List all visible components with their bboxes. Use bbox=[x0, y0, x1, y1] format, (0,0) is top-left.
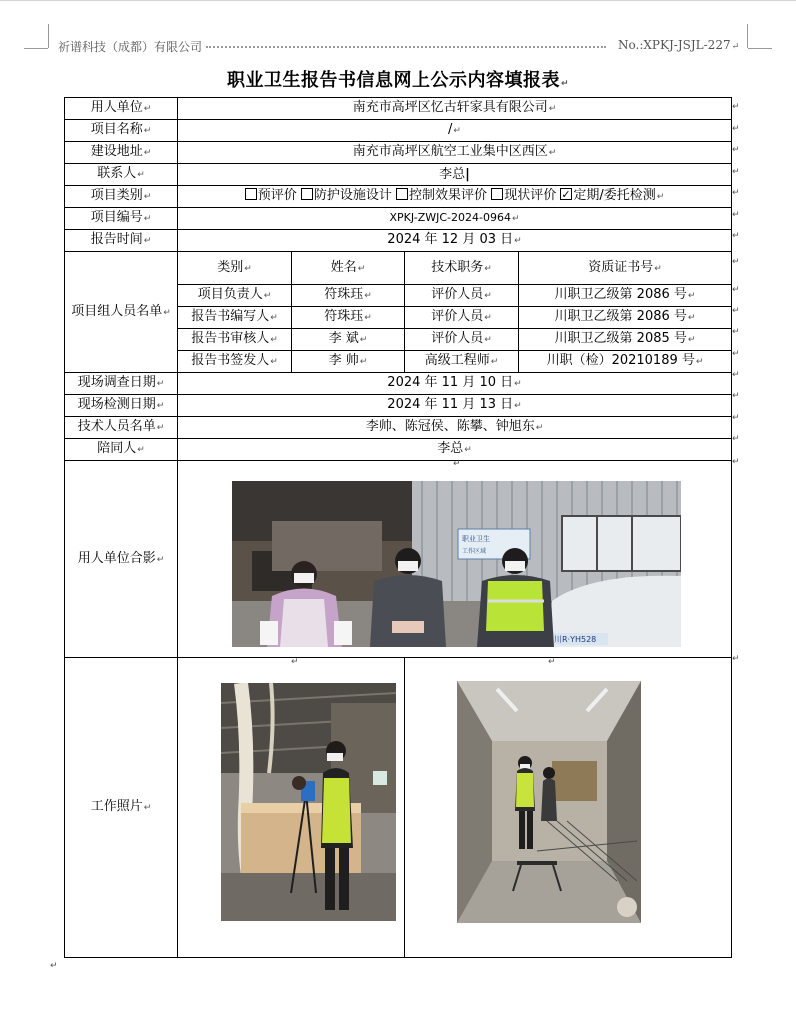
row-end-mark: ↵ bbox=[732, 231, 740, 241]
row-project-type bbox=[65, 186, 732, 208]
row-end-mark: ↵ bbox=[732, 167, 740, 177]
work-photo-2-image bbox=[457, 681, 641, 923]
team-cert[interactable]: 川职卫乙级第 2086 号↵ bbox=[519, 285, 732, 307]
team-cert[interactable]: 川职卫乙级第 2086 号↵ bbox=[519, 307, 732, 329]
row-employer bbox=[65, 98, 732, 120]
address-label: 建设地址↵ bbox=[65, 142, 178, 164]
row-survey-date bbox=[65, 373, 732, 395]
row-end-mark: ↵ bbox=[732, 188, 740, 198]
team-cert[interactable]: 川职（检）20210189 号↵ bbox=[519, 351, 732, 373]
row-end-mark: ↵ bbox=[732, 457, 740, 467]
row-end-mark: ↵ bbox=[732, 145, 740, 155]
team-title[interactable]: 评价人员↵ bbox=[405, 307, 519, 329]
row-end-mark: ↵ bbox=[732, 327, 740, 337]
row-end-mark: ↵ bbox=[732, 124, 740, 134]
work-photo-1[interactable] bbox=[221, 683, 396, 921]
team-role[interactable]: 报告书审核人↵ bbox=[178, 329, 292, 351]
checkbox-icon[interactable] bbox=[491, 188, 503, 200]
cell-end-mark: ↵ bbox=[548, 657, 556, 667]
cell-end-mark: ↵ bbox=[453, 459, 461, 469]
row-end-mark: ↵ bbox=[732, 285, 740, 295]
employer-label: 用人单位↵ bbox=[65, 98, 178, 120]
row-end-mark: ↵ bbox=[732, 349, 740, 359]
group-photo[interactable] bbox=[232, 481, 681, 647]
project-type-label: 项目类别↵ bbox=[65, 186, 178, 208]
paragraph-end-mark: ↵ bbox=[50, 961, 58, 971]
team-title[interactable]: 评价人员↵ bbox=[405, 329, 519, 351]
report-time-label: 报告时间↵ bbox=[65, 230, 178, 252]
team-name[interactable]: 符珠珏↵ bbox=[292, 285, 405, 307]
detect-date-label: 现场检测日期↵ bbox=[65, 395, 178, 417]
detect-date-value[interactable]: 2024 年 11 月 13 日↵ bbox=[178, 395, 732, 417]
row-end-mark: ↵ bbox=[732, 413, 740, 423]
team-header-title: 技术职务↵ bbox=[405, 252, 519, 285]
work-photo-2[interactable] bbox=[457, 681, 641, 923]
row-end-mark: ↵ bbox=[732, 102, 740, 112]
contact-label: 联系人↵ bbox=[65, 164, 178, 186]
row-end-mark: ↵ bbox=[732, 654, 740, 664]
team-role[interactable]: 报告书签发人↵ bbox=[178, 351, 292, 373]
escort-value[interactable]: 李总↵ bbox=[178, 439, 732, 461]
checkbox-icon[interactable] bbox=[396, 188, 408, 200]
corner-mark-tr-h bbox=[748, 48, 772, 49]
row-project-name bbox=[65, 120, 732, 142]
survey-date-value[interactable]: 2024 年 11 月 10 日↵ bbox=[178, 373, 732, 395]
row-report-time bbox=[65, 230, 732, 252]
work-photo-1-image bbox=[221, 683, 396, 921]
row-end-mark: ↵ bbox=[732, 370, 740, 380]
team-title[interactable]: 高级工程师↵ bbox=[405, 351, 519, 373]
row-project-no bbox=[65, 208, 732, 230]
row-end-mark: ↵ bbox=[732, 306, 740, 316]
corner-mark-tl-v bbox=[48, 24, 49, 48]
work-photo-label: 工作照片↵ bbox=[65, 658, 178, 958]
text-cursor: | bbox=[465, 167, 470, 182]
header-doc-number: No.:XPKJ-JSJL-227↵ bbox=[618, 38, 740, 52]
project-type-options: 预评价 防护设施设计 控制效果评价 现状评价 ✓ 定期/委托检测↵ bbox=[178, 186, 732, 208]
checked-checkbox-icon[interactable] bbox=[560, 188, 572, 200]
team-header-name: 姓名↵ bbox=[292, 252, 405, 285]
row-end-mark: ↵ bbox=[732, 434, 740, 444]
row-escort bbox=[65, 439, 732, 461]
team-title[interactable]: 评价人员↵ bbox=[405, 285, 519, 307]
team-role[interactable]: 报告书编写人↵ bbox=[178, 307, 292, 329]
option-pre-evaluation[interactable]: 预评价 bbox=[245, 188, 297, 203]
row-address bbox=[65, 142, 732, 164]
team-cert[interactable]: 川职卫乙级第 2085 号↵ bbox=[519, 329, 732, 351]
row-tech-staff bbox=[65, 417, 732, 439]
row-end-mark: ↵ bbox=[732, 257, 740, 267]
group-photo-label: 用人单位合影↵ bbox=[65, 461, 178, 658]
team-header-cert: 资质证书号↵ bbox=[519, 252, 732, 285]
checkbox-icon[interactable] bbox=[301, 188, 313, 200]
project-name-value[interactable]: /↵ bbox=[178, 120, 732, 142]
sign-text: 工作区域 bbox=[462, 548, 487, 555]
cell-end-mark: ↵ bbox=[291, 657, 299, 667]
page-title: 职业卫生报告书信息网上公示内容填报表↵ bbox=[226, 70, 570, 91]
row-end-mark: ↵ bbox=[732, 210, 740, 220]
header-company: 祈谱科技（成都）有限公司 bbox=[58, 40, 203, 54]
row-contact bbox=[65, 164, 732, 186]
row-team-header bbox=[65, 252, 732, 285]
sign-text: 职业卫生 bbox=[462, 535, 490, 543]
option-protection-design[interactable]: 防护设施设计 bbox=[301, 188, 392, 203]
checkbox-icon[interactable] bbox=[245, 188, 257, 200]
project-no-label: 项目编号↵ bbox=[65, 208, 178, 230]
tech-value[interactable]: 李帅、陈冠侯、陈攀、钟旭东↵ bbox=[178, 417, 732, 439]
corner-mark-tr-v bbox=[747, 24, 748, 48]
team-label: 项目组人员名单↵ bbox=[65, 252, 178, 373]
team-name[interactable]: 符珠珏↵ bbox=[292, 307, 405, 329]
page-top-edge bbox=[0, 0, 796, 1]
report-time-value[interactable]: 2024 年 12 月 03 日↵ bbox=[178, 230, 732, 252]
team-name[interactable]: 李 斌↵ bbox=[292, 329, 405, 351]
escort-label: 陪同人↵ bbox=[65, 439, 178, 461]
project-no-value[interactable]: XPKJ-ZWJC-2024-0964↵ bbox=[178, 208, 732, 230]
option-status-evaluation[interactable]: 现状评价 bbox=[491, 188, 556, 203]
header-leader-dots bbox=[206, 46, 606, 48]
project-name-label: 项目名称↵ bbox=[65, 120, 178, 142]
survey-date-label: 现场调查日期↵ bbox=[65, 373, 178, 395]
employer-value[interactable]: 南充市高坪区忆古轩家具有限公司↵ bbox=[178, 98, 732, 120]
team-role[interactable]: 项目负责人↵ bbox=[178, 285, 292, 307]
option-control-effect[interactable]: 控制效果评价 bbox=[396, 188, 487, 203]
corner-mark-tl-h bbox=[24, 48, 48, 49]
group-photo-image bbox=[232, 481, 681, 647]
team-header-role: 类别↵ bbox=[178, 252, 292, 285]
option-periodic-detection[interactable]: ✓ 定期/委托检测 bbox=[560, 188, 655, 203]
team-name[interactable]: 李 帅↵ bbox=[292, 351, 405, 373]
address-value[interactable]: 南充市高坪区航空工业集中区西区↵ bbox=[178, 142, 732, 164]
row-detect-date bbox=[65, 395, 732, 417]
plate-text: 川R·YH528 bbox=[554, 635, 597, 644]
tech-label: 技术人员名单↵ bbox=[65, 417, 178, 439]
contact-value[interactable]: 李总| bbox=[178, 164, 732, 186]
row-end-mark: ↵ bbox=[732, 391, 740, 401]
